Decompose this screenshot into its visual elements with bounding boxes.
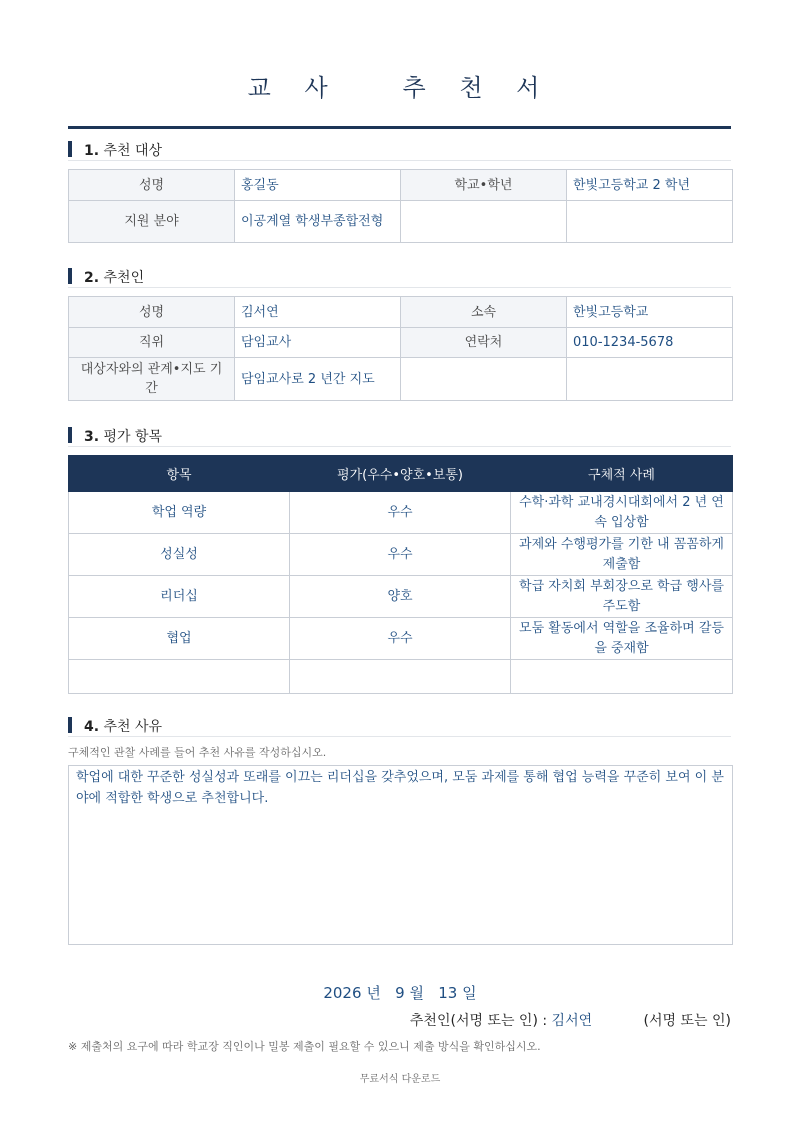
eval-case: 수학·과학 교내경시대회에서 2 년 연속 입상함 xyxy=(511,492,733,534)
submission-note: ※ 제출처의 요구에 따라 학교장 직인이나 밀봉 제출이 필요할 수 있으니 제출 방식을 확인하십시오. xyxy=(68,1040,541,1053)
eval-grade: 우수 xyxy=(290,618,511,660)
signature-suffix: (서명 또는 인) xyxy=(643,1013,731,1029)
recommender-affil-value: 한빛고등학교 xyxy=(567,297,733,328)
target-name-label: 성명 xyxy=(69,170,235,201)
footer-text: 무료서식 다운로드 xyxy=(359,1074,441,1085)
eval-grade: 우수 xyxy=(290,492,511,534)
recommender-relation-label: 대상자와의 관계•지도 기간 xyxy=(69,358,235,401)
section-2-heading xyxy=(68,267,731,288)
recommender-empty-cell xyxy=(401,358,567,401)
section-marker xyxy=(68,717,72,733)
section-number: 3. xyxy=(84,429,100,445)
section-marker xyxy=(68,141,72,157)
table-row xyxy=(69,576,733,618)
signature-name: 김서연 xyxy=(551,1013,593,1029)
eval-item: 협업 xyxy=(69,618,290,660)
section-label: 추천인 xyxy=(103,270,145,286)
section-4-heading xyxy=(68,716,731,737)
date-line xyxy=(0,982,800,1003)
recommender-info-table xyxy=(68,296,733,401)
recommender-position-value: 담임교사 xyxy=(235,328,401,358)
section-1-heading xyxy=(68,140,731,161)
date-month: 9 xyxy=(395,984,405,1002)
section-label: 평가 항목 xyxy=(103,429,163,445)
signature-label: 추천인(서명 또는 인) : xyxy=(409,1013,548,1029)
eval-header-grade: 평가(우수•양호•보통) xyxy=(290,456,511,492)
target-empty-cell xyxy=(567,201,733,243)
target-empty-cell xyxy=(401,201,567,243)
eval-grade xyxy=(290,660,511,694)
table-row xyxy=(69,492,733,534)
date-year: 2026 xyxy=(323,984,362,1002)
target-name-value: 홍길동 xyxy=(235,170,401,201)
recommender-affil-label: 소속 xyxy=(401,297,567,328)
section-label: 추천 대상 xyxy=(103,143,163,159)
table-row xyxy=(69,618,733,660)
section-number: 1. xyxy=(84,143,100,159)
title-divider xyxy=(68,126,731,129)
target-field-value: 이공계열 학생부종합전형 xyxy=(235,201,401,243)
eval-item: 성실성 xyxy=(69,534,290,576)
section-label: 추천 사유 xyxy=(103,719,163,735)
eval-header-case: 구체적 사례 xyxy=(511,456,733,492)
target-info-table xyxy=(68,169,733,243)
section-number: 2. xyxy=(84,270,100,286)
eval-item: 학업 역량 xyxy=(69,492,290,534)
section-marker xyxy=(68,427,72,443)
eval-case xyxy=(511,660,733,694)
date-year-unit: 년 xyxy=(366,984,381,1002)
recommender-name-label: 성명 xyxy=(69,297,235,328)
target-school-value: 한빛고등학교 2 학년 xyxy=(567,170,733,201)
recommender-relation-value: 담임교사로 2 년간 지도 xyxy=(235,358,401,401)
date-day-unit: 일 xyxy=(462,984,477,1002)
recommender-position-label: 직위 xyxy=(69,328,235,358)
eval-case: 과제와 수행평가를 기한 내 꼼꼼하게 제출함 xyxy=(511,534,733,576)
signature-line xyxy=(410,1010,731,1030)
recommender-contact-label: 연락처 xyxy=(401,328,567,358)
eval-header-item: 항목 xyxy=(69,456,290,492)
table-row xyxy=(69,534,733,576)
eval-grade: 우수 xyxy=(290,534,511,576)
document-title: 교 사 추 천 서 xyxy=(247,74,553,102)
section-number: 4. xyxy=(84,719,100,735)
eval-case: 학급 자치회 부회장으로 학급 행사를 주도함 xyxy=(511,576,733,618)
section-marker xyxy=(68,268,72,284)
target-field-label: 지원 분야 xyxy=(69,201,235,243)
table-row xyxy=(69,660,733,694)
eval-item xyxy=(69,660,290,694)
section-3-heading xyxy=(68,426,731,447)
target-school-label: 학교•학년 xyxy=(401,170,567,201)
reason-text-area[interactable]: 학업에 대한 꾸준한 성실성과 또래를 이끄는 리더십을 갖추었으며, 모둠 과제를 통해 협업 능력을 꾸준히 보여 이 분야에 적합한 학생으로 추천합니다. xyxy=(68,765,733,945)
reason-hint: 구체적인 관찰 사례를 들어 추천 사유를 작성하십시오. xyxy=(68,746,327,759)
recommender-name-value: 김서연 xyxy=(235,297,401,328)
eval-grade: 양호 xyxy=(290,576,511,618)
recommender-empty-cell xyxy=(567,358,733,401)
eval-case: 모둠 활동에서 역할을 조율하며 갈등을 중재함 xyxy=(511,618,733,660)
date-day: 13 xyxy=(438,984,458,1002)
recommender-contact-value: 010-1234-5678 xyxy=(567,328,733,358)
date-month-unit: 월 xyxy=(409,984,424,1002)
evaluation-table xyxy=(68,455,733,694)
eval-item: 리더십 xyxy=(69,576,290,618)
